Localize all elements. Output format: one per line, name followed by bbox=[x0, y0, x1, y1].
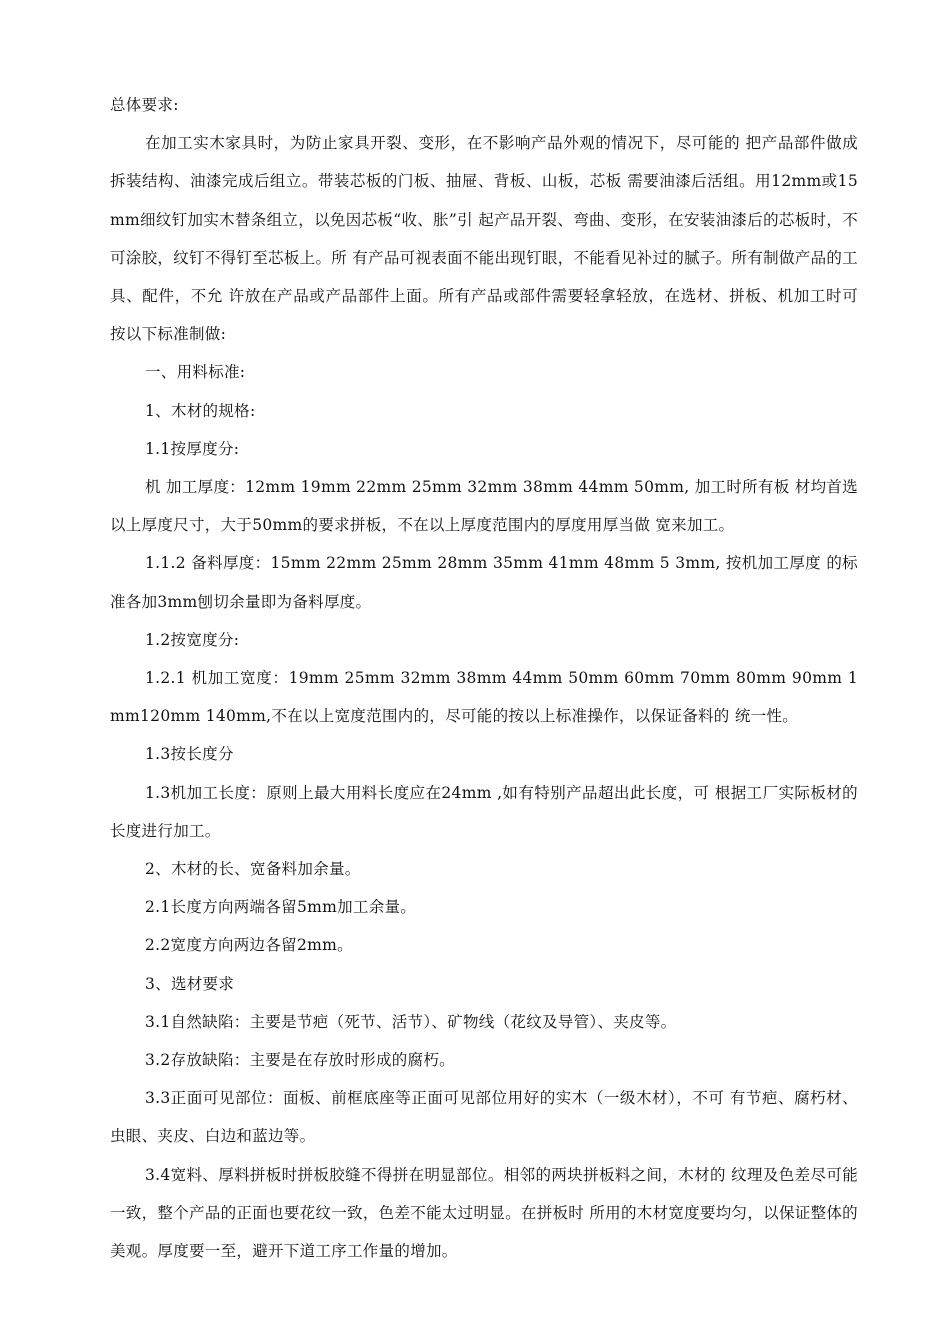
paragraph-machining-thickness: 机 加工厚度：12mm 19mm 22mm 25mm 32mm 38mm 44mm 50mm, 加工时所有板 材均首选以上厚度尺寸，大于50mm的要求拼板，不在以上厚度范围内的厚度用厚当做 宽来加工。 bbox=[110, 478, 858, 535]
paragraph-stock-thickness: 1.1.2 备料厚度：15mm 22mm 25mm 28mm 35mm 41mm 48mm 5 3mm, 按机加工厚度 的标准各加3mm刨切余量即为备料厚度。 bbox=[110, 554, 858, 611]
paragraph-general-requirements: 在加工实木家具时，为防止家具开裂、变形，在不影响产品外观的情况下，尽可能的 把产品部件做成拆装结构、油漆完成后组立。带装芯板的门板、抽屉、背板、山板，芯板 需要油漆后活组。用12mm或15mm细纹钉加实木替条组立，以免因芯板“收、胀”引 起产品开裂、弯曲、变形，在安装油漆后的芯板时，不可涂胶，纹钉不得钉至芯板上。所 有产品可视表面不能出现钉眼，不能看见补过的腻子。所有制做产品的工具、配件，不允 许放在产品或产品部件上面。所有产品或部件需要轻拿轻放，在选材、拼板、机加工时可 按以下标准制做: bbox=[110, 134, 858, 344]
paragraph-machining-width: 1.2.1 机加工宽度：19mm 25mm 32mm 38mm 44mm 50mm 60mm 70mm 80mm 90mm 1mm120mm 140mm,不在以上宽度范围内的，尽可能的按以上标准操作，以保证备料的 统一性。 bbox=[110, 669, 858, 726]
subheading-allowance: 2、木材的长、宽备料加余量。 bbox=[145, 860, 361, 879]
subheading-by-thickness: 1.1按厚度分: bbox=[145, 439, 240, 458]
paragraph-machining-length: 1.3机加工长度：原则上最大用料长度应在24mm ,如有特别产品超出此长度，可 根据工厂实际板材的长度进行加工。 bbox=[110, 783, 858, 840]
subheading-by-length: 1.3按长度分 bbox=[145, 745, 234, 764]
section-heading-material-standard: 一、用料标准: bbox=[145, 363, 246, 382]
subheading-selection: 3、选材要求 bbox=[145, 974, 235, 993]
paragraph-visible-parts: 3.3正面可见部位：面板、前框底座等正面可见部位用好的实木（一级木材），不可 有节疤、腐朽材、虫眼、夹皮、白边和蓝边等。 bbox=[110, 1089, 858, 1146]
subheading-by-width: 1.2按宽度分: bbox=[145, 630, 240, 649]
subheading-wood-specs: 1、木材的规格: bbox=[145, 401, 256, 420]
paragraph-natural-defects: 3.1自然缺陷：主要是节疤（死节、活节）、矿物线（花纹及导管）、夹皮等。 bbox=[145, 1012, 677, 1031]
paragraph-width-allowance: 2.2宽度方向两边各留2mm。 bbox=[145, 936, 353, 955]
paragraph-storage-defects: 3.2存放缺陷：主要是在存放时形成的腐朽。 bbox=[145, 1051, 455, 1070]
document-title: 总体要求: bbox=[110, 96, 179, 114]
paragraph-length-allowance: 2.1长度方向两端各留5mm加工余量。 bbox=[145, 898, 417, 917]
paragraph-panel-gluing: 3.4宽料、厚料拼板时拼板胶缝不得拼在明显部位。相邻的两块拼板料之间，木材的 纹理及色差尽可能一致，整个产品的正面也要花纹一致，色差不能太过明显。在拼板时 所用的木材宽度要均匀，以保证整体的美观。厚度要一至，避开下道工序工作量的增加。 bbox=[110, 1165, 858, 1261]
